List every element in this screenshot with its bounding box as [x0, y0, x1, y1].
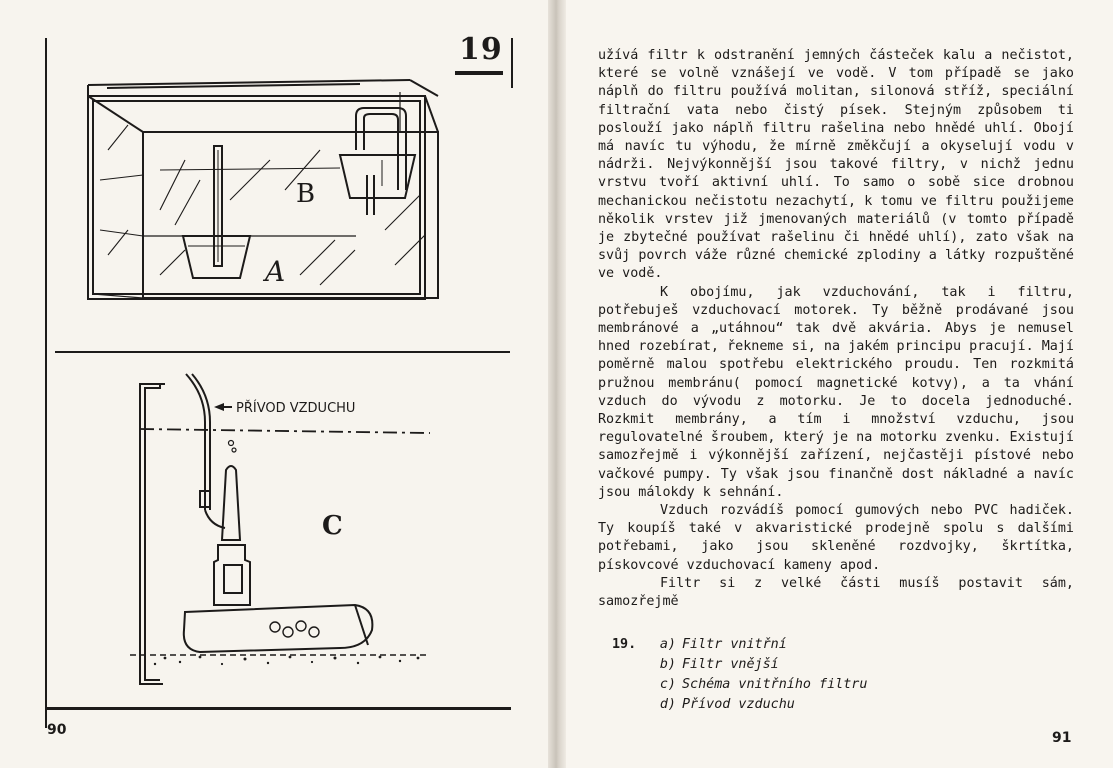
caption-row — [612, 635, 867, 655]
left-page-number: 90 — [47, 722, 67, 738]
caption-letter: b) — [659, 657, 676, 672]
caption-row — [612, 695, 867, 715]
caption-letter: d) — [659, 697, 676, 712]
caption-letter: c) — [659, 677, 676, 692]
paragraph: Vzduch rozvádíš pomocí gumových nebo PVC hadiček. Ty koupíš také v akvaristické prodejně spolu s dalšími potřebami, jako jsou skleněné rozdvojky, škrtítka, pískovcové vzduchovací kameny apod. — [598, 503, 1074, 573]
body-text — [598, 47, 1074, 611]
gravel-bed — [154, 441, 420, 666]
figure-label-b: B — [296, 179, 316, 209]
caption-text: Filtr vnitřní — [682, 637, 787, 652]
aquarium-illustration — [88, 80, 438, 299]
caption-text: Filtr vnější — [682, 657, 779, 672]
caption-text: Schéma vnitřního filtru — [682, 677, 868, 692]
paragraph: užívá filtr k odstranění jemných částeček kalu a nečistot, které se volně vznášejí ve vodě. V tom případě se jako náplň do filtru používá molitan, silonová stříž, speciální filtrační vata nebo čistý písek. Stejným způsobem ti poslouží jako náplň filtru rašelina nebo hnědé uhlí. Obojí má navíc tu výhodu, že mírně změkčují a okyselují vodu v nádrži. Nejvýkonnější jsou takové filtry, v nichž jednu vrstvu tvoří aktivní uhlí. To samo o sobě sice drobnou mechanickou nečistotu nezachytí, k tomu ve filtru použijeme několik vrstev již jmenovaných materiálů (v tomto případě je zbytečné používat rašelinu či hnědé uhlí), zato však na svůj povrch váže různé chemické zplodiny a látky rozpuštěné ve vodě. — [598, 48, 1074, 282]
air-inlet-label: PŘÍVOD VZDUCHU — [236, 401, 356, 416]
internal-filter-drawing — [183, 146, 250, 278]
paragraph: K obojímu, jak vzduchování, tak i filtru, potřebuješ vzduchovací motorek. Ty běžně prodávané jsou membránové a „utáhnou“ tak dvě akvária. Abys je nemusel hned rozebírat, řekneme si, na jakém principu pracují. Mají poměrně malou spotřebu elektrického proudu. Ten rozkmitá pružnou membránu( pomocí magnetické kotvy), a ta vhání vzduch do vývodu z motorku. Je to docela jednoduché. Rozkmit membrány, a tím i množství vzduchu, jsou regulovatelné šroubem, který je na motorku zvenku. Existují samozřejmě i výkonnější zařízení, nejčastěji pístové nebo vačkové pumpy. Ty však jsou finančně dost nákladné a navíc jsou málokdy k sehnání. — [598, 284, 1074, 500]
figure-caption — [612, 635, 867, 715]
caption-letter: a) — [659, 637, 676, 652]
right-page-number: 91 — [1052, 730, 1072, 746]
internal-filter-schematic — [140, 374, 430, 684]
external-filter-drawing — [340, 108, 415, 215]
figure-number: 19 — [459, 32, 503, 67]
figure-label-c: C — [322, 511, 343, 541]
filter-illustrations — [0, 0, 552, 768]
caption-number: 19. — [612, 637, 637, 652]
paragraph: Filtr si z velké části musíš postavit sám, samozřejmě — [598, 575, 1074, 610]
caption-row — [612, 655, 867, 675]
caption-row — [612, 675, 867, 695]
figure-label-a: A — [265, 255, 286, 288]
caption-text: Přívod vzduchu — [682, 697, 795, 712]
